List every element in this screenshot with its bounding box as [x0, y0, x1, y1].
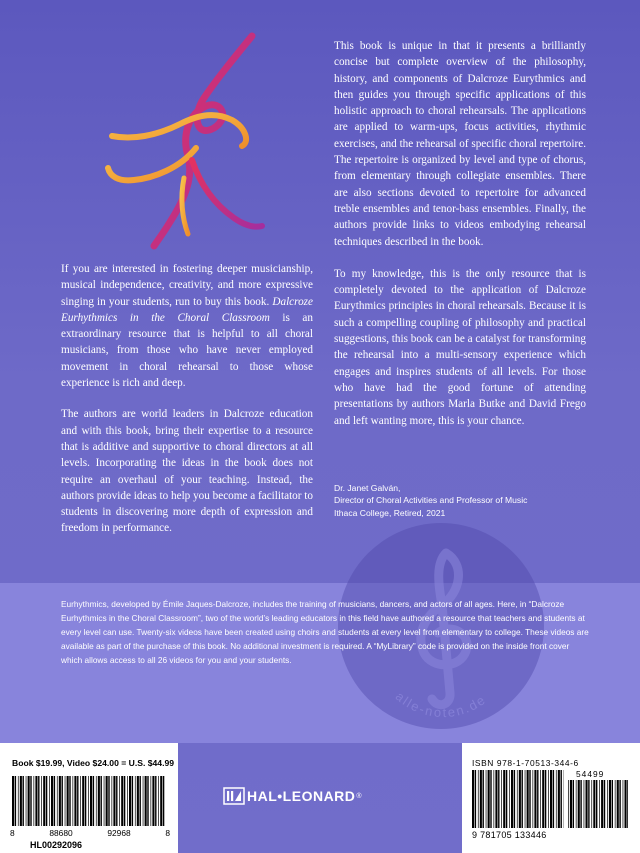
barcode-bar [619, 780, 620, 828]
barcode-bar [74, 776, 76, 826]
barcode-bar [145, 776, 147, 826]
barcode-bar [588, 780, 589, 828]
dancing-ribbon-figure-icon [84, 28, 274, 250]
right-paragraph-1: This book is unique in that it presents a brilliantly concise but complete overview of the philosophy, history, and components of Dalcroze Eurythmics and then guides you through specific applications of this holistic approach to choral rehearsals. The applications are applied to warm-ups, focus activities, rhythmic exercises, and the rehearsal of specific choral repertoire. The repertoire is organized by level and type of chorus, from elementary through collegiate ensembles. There are also sections devoted to repertoire for advanced treble ensembles and tenor-bass ensembles. Finally, the authors provide links to videos embodying rehearsal techniques described in the book. [334, 40, 586, 248]
supplement-code: 54499 [576, 769, 605, 779]
left-paragraph-1-rest: is an extraordinary resource that is helpful to all choral musicians, from those who have never employed movement in choral rehearsal to those whose experience is rich and deep. [61, 311, 313, 390]
barcode-bar [550, 770, 552, 828]
barcode-bar [46, 776, 47, 826]
barcode-bar [533, 770, 534, 828]
barcode-bar [478, 770, 479, 828]
barcode-bar [494, 770, 495, 828]
barcode-bar [511, 770, 513, 828]
barcode-bar [545, 770, 546, 828]
barcode-bar [627, 780, 628, 828]
barcode-bar [540, 770, 541, 828]
barcode-bar [615, 780, 616, 828]
barcode-bar [124, 776, 125, 826]
barcode-bar [498, 770, 499, 828]
barcode-bar [137, 776, 139, 826]
barcode-bar [147, 776, 148, 826]
barcode-bar [537, 770, 538, 828]
barcode-bar [480, 770, 482, 828]
barcode-bar [519, 770, 521, 828]
barcode-bar [558, 770, 560, 828]
upc-digit-group: 92968 [107, 828, 131, 838]
barcode-bar [570, 780, 572, 828]
isbn-text: ISBN 978-1-70513-344-6 [472, 758, 579, 768]
barcode-bar [609, 780, 611, 828]
price-box [0, 743, 178, 853]
barcode-bar [140, 776, 141, 826]
barcode-bar [509, 770, 510, 828]
barcode-bar [542, 770, 544, 828]
barcode-bar [488, 770, 490, 828]
barcode-bar [155, 776, 156, 826]
upc-digit-group: 8 [165, 828, 170, 838]
supplement-barcode-icon [568, 780, 628, 828]
upc-digit-group: 88680 [49, 828, 73, 838]
barcode-bar [28, 776, 30, 826]
barcode-bar [30, 776, 31, 826]
barcode-bar [12, 776, 14, 826]
barcode-bar [51, 776, 53, 826]
barcode-bar [612, 780, 613, 828]
barcode-bar [35, 776, 37, 826]
isbn-barcode-icon [472, 770, 564, 828]
barcode-bar [625, 780, 627, 828]
upc-barcode-icon [12, 776, 166, 826]
barcode-bar [113, 776, 115, 826]
barcode-bar [527, 770, 529, 828]
barcode-bar [596, 780, 597, 828]
barcode-bar [38, 776, 39, 826]
barcode-bar [517, 770, 518, 828]
upc-digits [10, 828, 170, 838]
barcode-bar [69, 776, 70, 826]
barcode-bar [534, 770, 536, 828]
barcode-bar [101, 776, 102, 826]
barcode-bar [522, 770, 523, 828]
barcode-bar [593, 780, 595, 828]
left-paragraph-2: The authors are world leaders in Dalcroze education and with this book, bring their expertise to a resource that is additive and supportive to choral directors at all levels. Incorporating the ideas in the book does not require an overhaul of your teaching. Instead, the authors provide ideas to help you become a facilitator to students in discovering more depth of expression and freedom in performance. [61, 408, 313, 535]
barcode-bar [561, 770, 562, 828]
barcode-bar [584, 780, 585, 828]
barcode-bar [15, 776, 16, 826]
barcode-bar [580, 780, 581, 828]
barcode-bar [548, 770, 549, 828]
barcode-bar [514, 770, 515, 828]
barcode-bar [529, 770, 530, 828]
barcode-bar [623, 780, 624, 828]
signature-title: Director of Choral Activities and Professor of Music [334, 495, 528, 506]
barcode-bar [495, 770, 497, 828]
item-number: HL00292096 [30, 840, 83, 850]
upc-digit-group: 8 [10, 828, 15, 838]
barcode-bar [578, 780, 580, 828]
barcode-bar [59, 776, 61, 826]
barcode-bar [601, 780, 603, 828]
book-blurb: Eurhythmics, developed by Émile Jaques-Dalcroze, includes the training of musicians, dancers, and actors of all ages. Here, in “Dalcroze Eurhythmics in the Choral Classroom”, two of the world’s leading educators in this field have authored a resource that teachers and students at every level can use. Twenty-six videos have been created using choirs and students at every level from elementary to college. These videos are available as part of the purchase of this book. No additional investment is required. A “MyLibrary” code is provided on the inside front cover which allows access to all 26 videos for you and your students. [61, 599, 589, 665]
barcode-bar [73, 776, 74, 826]
barcode-bar [503, 770, 505, 828]
barcode-bar [108, 776, 109, 826]
barcode-bar [143, 776, 144, 826]
barcode-bar [160, 776, 162, 826]
barcode-bar [65, 776, 66, 826]
hal-leonard-logo-icon [223, 787, 245, 805]
barcode-bar [486, 770, 487, 828]
barcode-bar [472, 770, 474, 828]
barcode-bar [556, 770, 557, 828]
barcode-bar [77, 776, 78, 826]
right-paragraph-2: To my knowledge, this is the only resource that is completely devoted to the application of Dalcroze Eurythmics principles in choral rehearsals. Because it is such a compelling coupling of philosophy and practical suggestions, this book can be a catalyst for transforming the rehearsal into a multi-sensory experience which engages and inspires students of all levels. For those who have had the good fortune of attending presentations by authors Marla Butke and David Frego and left wanting more, this is your chance. [334, 267, 586, 427]
barcode-bar [152, 776, 154, 826]
barcode-bar [163, 776, 164, 826]
barcode-bar [604, 780, 605, 828]
barcode-bar [20, 776, 22, 826]
barcode-bar [112, 776, 113, 826]
barcode-bar [18, 776, 19, 826]
barcode-bar [483, 770, 484, 828]
barcode-bar [62, 776, 63, 826]
barcode-bar [43, 776, 45, 826]
barcode-bar [607, 780, 608, 828]
barcode-bar [158, 776, 159, 826]
barcode-bar [34, 776, 35, 826]
price-text: Book $19.99, Video $24.00 = U.S. $44.99 [12, 758, 175, 768]
barcode-bar [576, 780, 577, 828]
barcode-bar [82, 776, 84, 826]
signature-affiliation: Ithaca College, Retired, 2021 [334, 507, 446, 518]
barcode-bar [67, 776, 69, 826]
barcode-bar [90, 776, 92, 826]
barcode-bar [80, 776, 81, 826]
barcode-bar [573, 780, 574, 828]
signature [334, 482, 594, 519]
barcode-bar [119, 776, 120, 826]
barcode-bar [41, 776, 42, 826]
barcode-bar [57, 776, 58, 826]
registered-mark: ® [356, 792, 362, 800]
isbn-box [462, 743, 640, 853]
book-title-italic: Dalcroze Eurhythmics in the Choral Classroom [61, 295, 313, 324]
publisher-logo [223, 787, 362, 805]
barcode-bar [98, 776, 100, 826]
barcode-bar [96, 776, 97, 826]
barcode-bar [151, 776, 152, 826]
barcode-bar [93, 776, 94, 826]
watermark-text: alle-noten.de [392, 688, 490, 721]
barcode-bar [54, 776, 55, 826]
barcode-bar [586, 780, 588, 828]
barcode-bar [106, 776, 108, 826]
barcode-bar [121, 776, 123, 826]
barcode-bar [501, 770, 502, 828]
barcode-bar [49, 776, 50, 826]
left-column [61, 261, 313, 553]
barcode-bar [23, 776, 24, 826]
barcode-bar [127, 776, 128, 826]
barcode-bar [475, 770, 476, 828]
isbn-digits: 9 781705 133446 [472, 830, 547, 840]
barcode-bar [490, 770, 491, 828]
publisher-name: HAL•LEONARD [247, 788, 356, 804]
left-paragraph-1 [61, 261, 313, 391]
signature-name: Dr. Janet Galván, [334, 483, 401, 493]
barcode-bar [104, 776, 105, 826]
barcode-bar [132, 776, 133, 826]
barcode-bar [525, 770, 526, 828]
barcode-bar [617, 780, 619, 828]
barcode-bar [591, 780, 592, 828]
barcode-bar [116, 776, 117, 826]
barcode-bar [88, 776, 89, 826]
barcode-bar [599, 780, 600, 828]
barcode-bar [568, 780, 569, 828]
barcode-bar [135, 776, 136, 826]
barcode-bar [506, 770, 507, 828]
right-column [334, 38, 586, 445]
barcode-bar [129, 776, 131, 826]
left-paragraph-1-intro: If you are interested in fostering deeper musicianship, musical independence, creativity, and more expressive singing in your students, run to buy this book. [61, 263, 313, 308]
barcode-bar [26, 776, 27, 826]
barcode-bar [85, 776, 86, 826]
barcode-bar [553, 770, 554, 828]
